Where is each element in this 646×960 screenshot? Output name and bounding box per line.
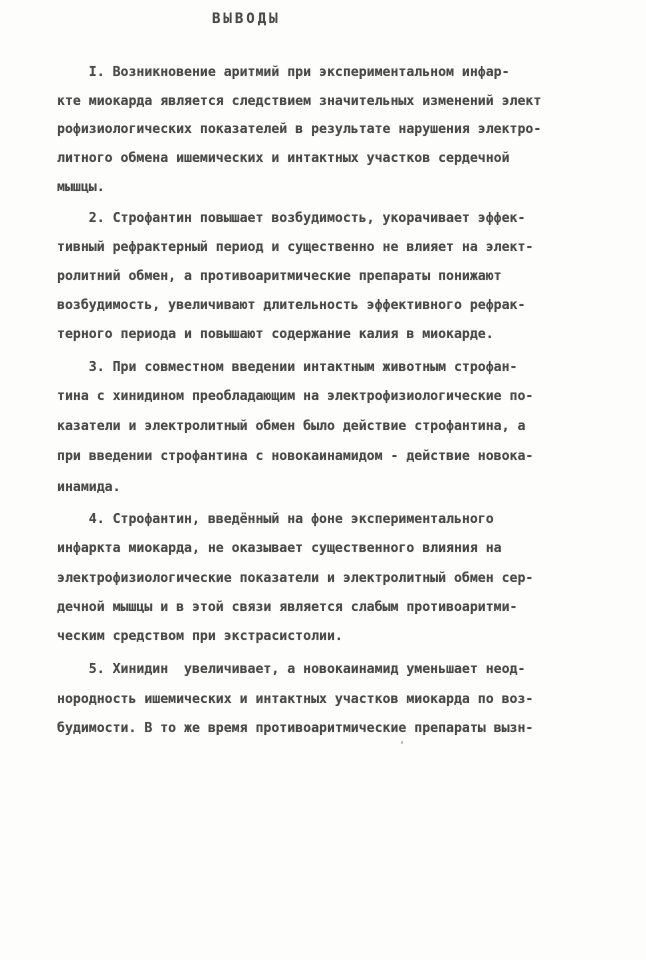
text-line: кте миокарда является следствием значительных изменений элект bbox=[57, 94, 542, 109]
text-line: ческим средством при экстрасистолии. bbox=[57, 629, 343, 644]
text-line: инамида. bbox=[57, 480, 121, 495]
text-line: будимости. В то же время противоаритмические препараты вызн- bbox=[57, 721, 534, 736]
text-line: 4. Строфантин, введённый на фоне экспериментального bbox=[57, 512, 494, 527]
text-line: рофизиологических показателей в результате нарушения электро- bbox=[57, 122, 542, 137]
text-line: дечной мышцы и в этой связи является слабым противоаритми- bbox=[57, 600, 518, 615]
text-line: тивный рефрактерный период и существенно не влияет на элект- bbox=[57, 240, 534, 255]
text-line: возбудимость, увеличивают длительность эффективного рефрак- bbox=[57, 298, 526, 313]
text-line: 3. При совместном введении интактным животным строфан- bbox=[57, 360, 518, 375]
text-line: казатели и электролитный обмен было действие строфантина, а bbox=[57, 419, 526, 434]
text-line: 5. Хинидин увеличивает, а новокаинамид уменьшает неод- bbox=[57, 662, 526, 677]
page-heading: ВЫВОДЫ bbox=[212, 11, 281, 27]
text-line: тина с хинидином преобладающим на электрофизиологические по- bbox=[57, 389, 534, 404]
text-line: мышцы. bbox=[57, 180, 105, 195]
text-line: I. Возникновение аритмий при экспериментальном инфар- bbox=[57, 65, 510, 80]
text-line: ролитний обмен, а противоаритмические препараты понижают bbox=[57, 269, 502, 284]
text-line: инфаркта миокарда, не оказывает существенного влияния на bbox=[57, 541, 502, 556]
text-line: при введении строфантина с новокаинамидом - действие новока- bbox=[57, 449, 534, 464]
text-line: литного обмена ишемических и интактных участков сердечной bbox=[57, 151, 510, 166]
text-line: 2. Строфантин повышает возбудимость, укорачивает эффек- bbox=[57, 211, 526, 226]
text-line: нородность ишемических и интактных участков миокарда по воз- bbox=[57, 692, 534, 707]
paper-speck bbox=[401, 741, 403, 744]
text-line: терного периода и повышают содержание калия в миокарде. bbox=[57, 327, 494, 342]
text-line: электрофизиологические показатели и электролитный обмен сер- bbox=[57, 571, 534, 586]
